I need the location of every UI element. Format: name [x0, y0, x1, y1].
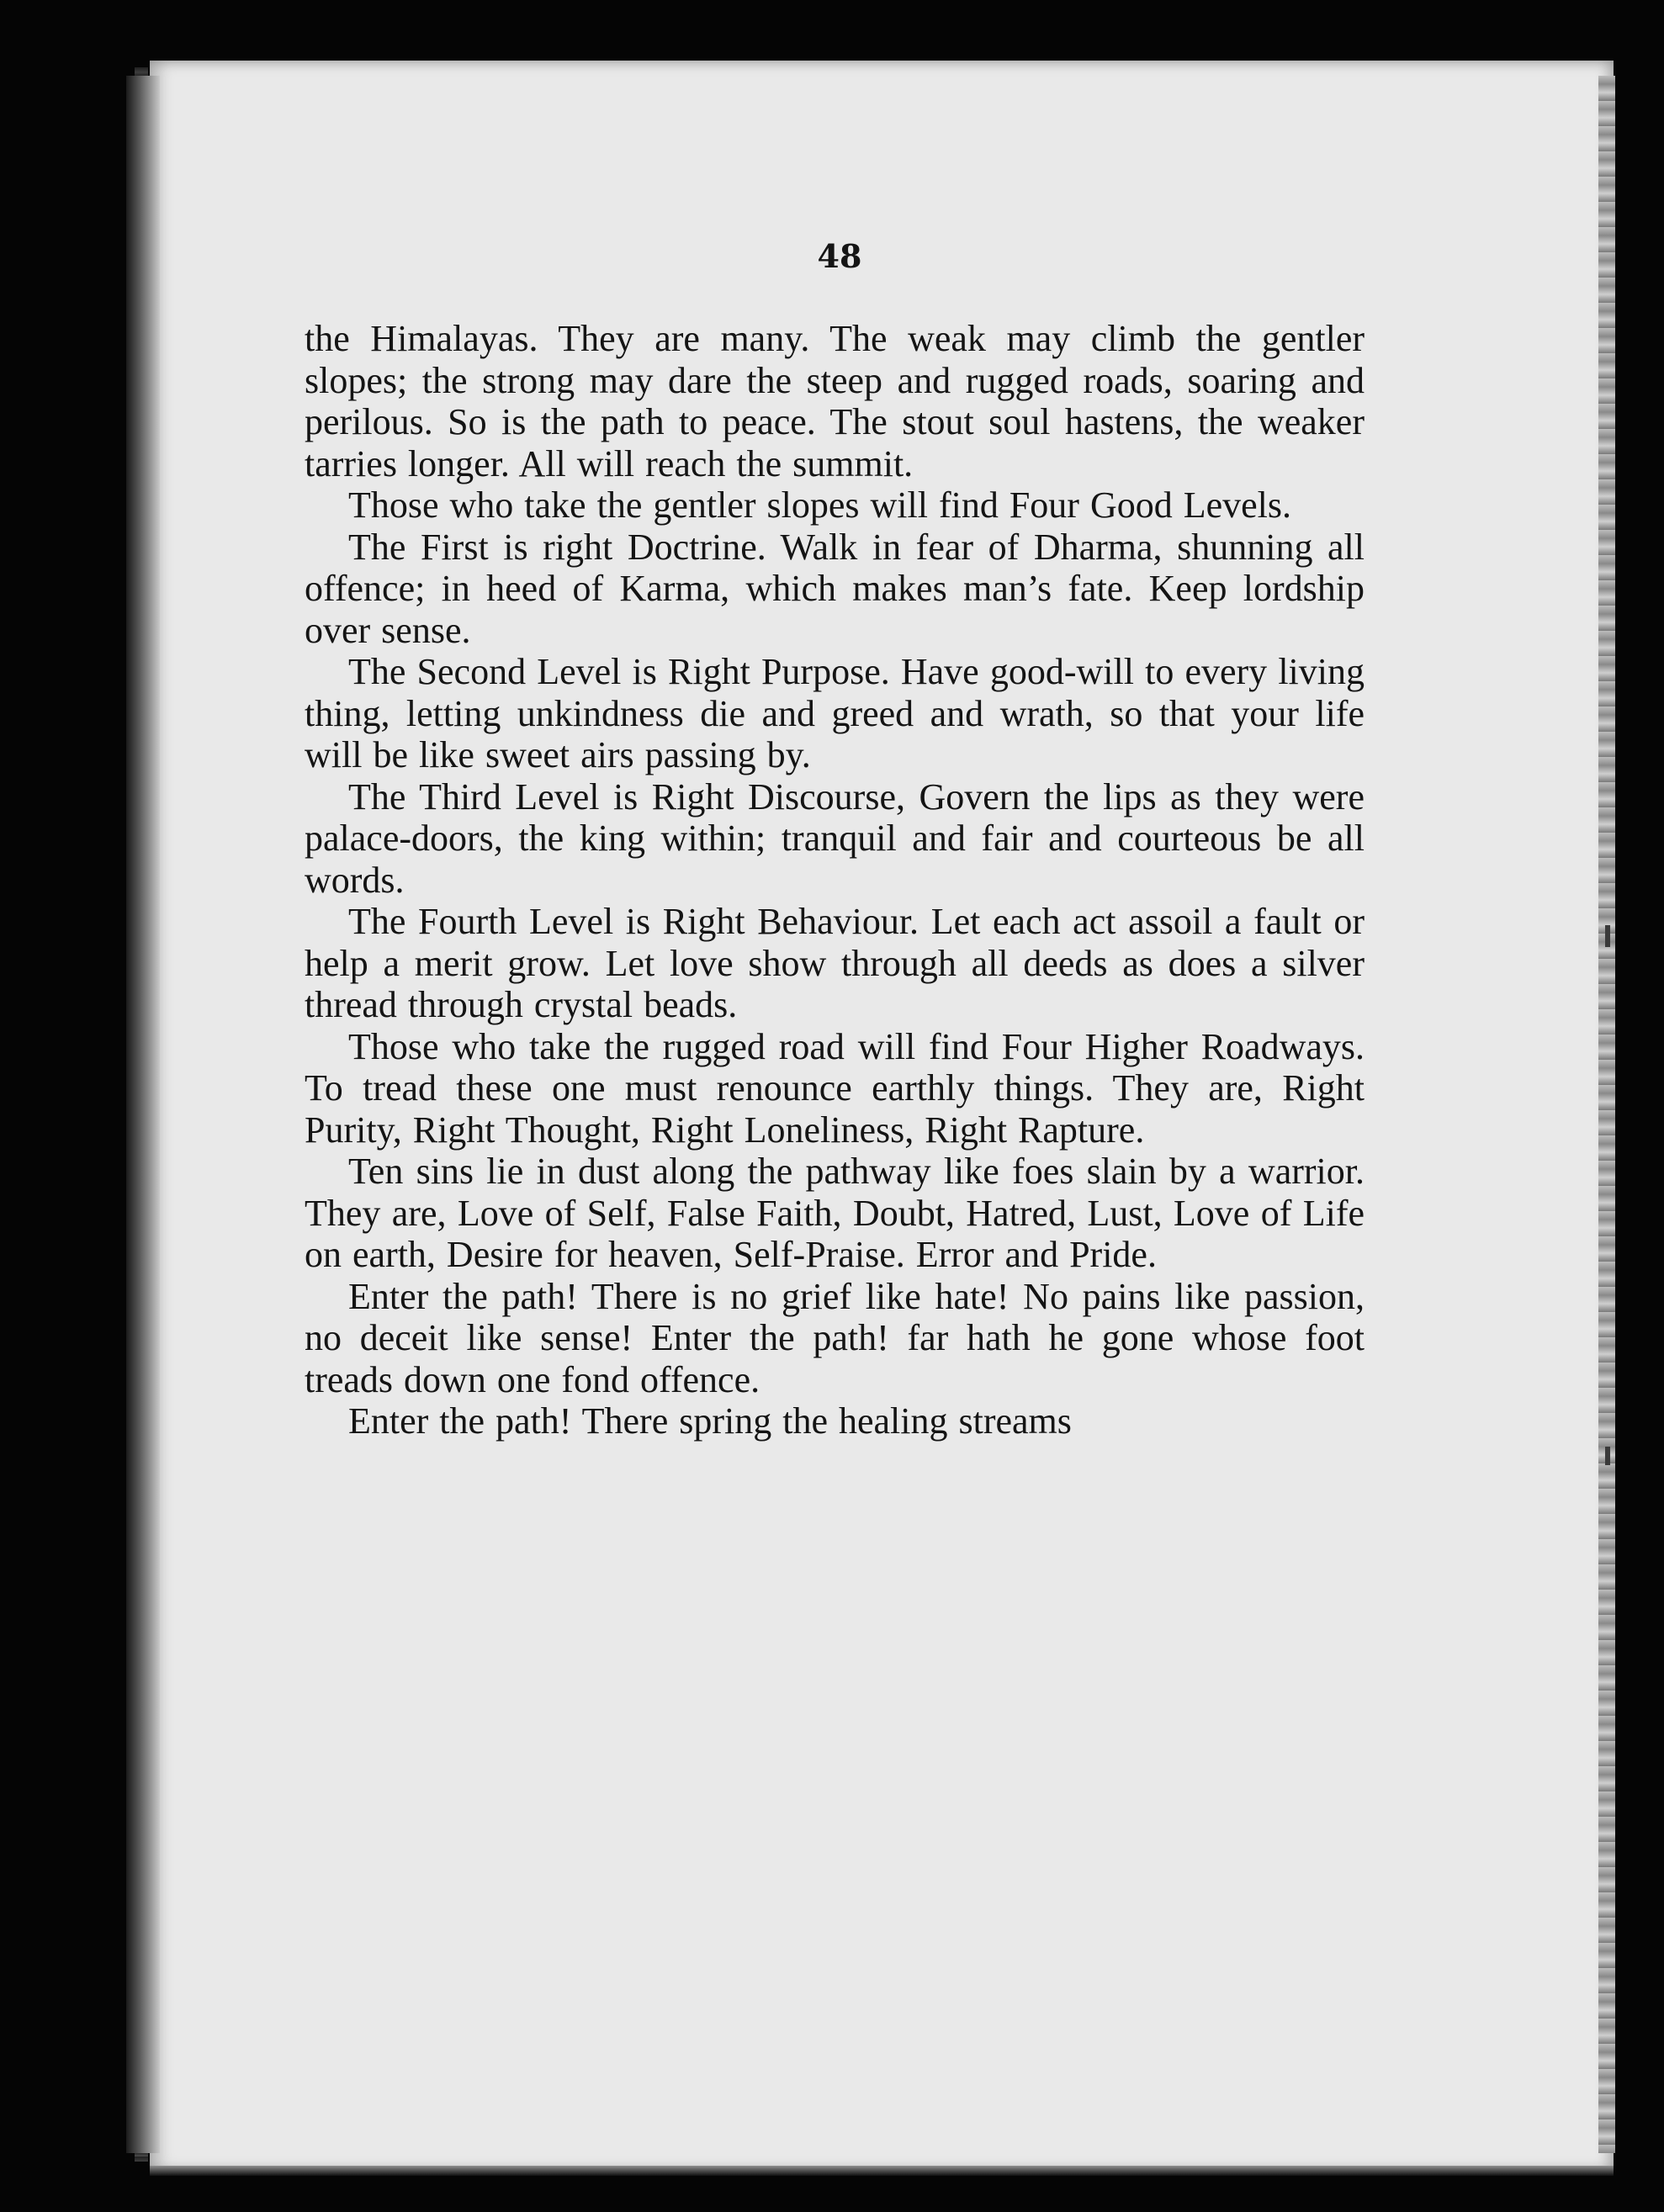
paragraph: Enter the path! There spring the healing streams: [348, 1400, 1072, 1442]
margin-speck: [1605, 925, 1610, 947]
paragraph: Those who take the rugged road will find Four Higher Roadways. To tread these one must renounce earthly things. They are, Right Purity, Right Thought, Right Loneliness, Right Rapture.: [305, 1025, 1365, 1151]
paragraph: Ten sins lie in dust along the pathway like foes slain by a warrior. They are, Love of Self, False Faith, Doubt, Hatred, Lust, Love of Life on earth, Desire for heaven, Self-Praise. Error and Pride.: [305, 1151, 1365, 1275]
paragraph: The First is right Doctrine. Walk in fear of Dharma, shunning all offence; in heed of Karma, which makes man’s fate. Keep lordship over sense.: [305, 526, 1365, 651]
page-fore-edge: [1598, 76, 1615, 2153]
page-bottom-shadow: [150, 2166, 1614, 2176]
paragraph: Enter the path! There is no grief like hate! No pains like passion, no deceit like sense! Enter the path! far hath he gone whose foot treads down one fond offence.: [305, 1275, 1365, 1400]
paragraph: The Second Level is Right Purpose. Have good-will to every living thing, letting unkindness die and greed and wrath, so that your life will be like sweet airs passing by.: [305, 651, 1365, 775]
paragraph: The Fourth Level is Right Behaviour. Let each act assoil a fault or help a merit grow. Let love show through all deeds as does a silver thread through crystal beads.: [305, 901, 1365, 1025]
paragraph: the Himalayas. They are many. The weak may climb the gentler slopes; the strong may dare the steep and rugged roads, soaring and perilous. So is the path to peace. The stout soul hastens, the weaker tarries longer. All will reach the summit.: [305, 318, 1365, 484]
page-number: 48: [817, 237, 862, 275]
body-text: [305, 318, 1365, 1442]
paragraph: The Third Level is Right Discourse, Govern the lips as they were palace-doors, the king within; tranquil and fair and courteous be all words.: [305, 775, 1365, 901]
margin-speck: [1605, 1447, 1610, 1465]
paragraph: Those who take the gentler slopes will find Four Good Levels.: [348, 484, 1292, 526]
gutter-shadow: [126, 76, 160, 2153]
